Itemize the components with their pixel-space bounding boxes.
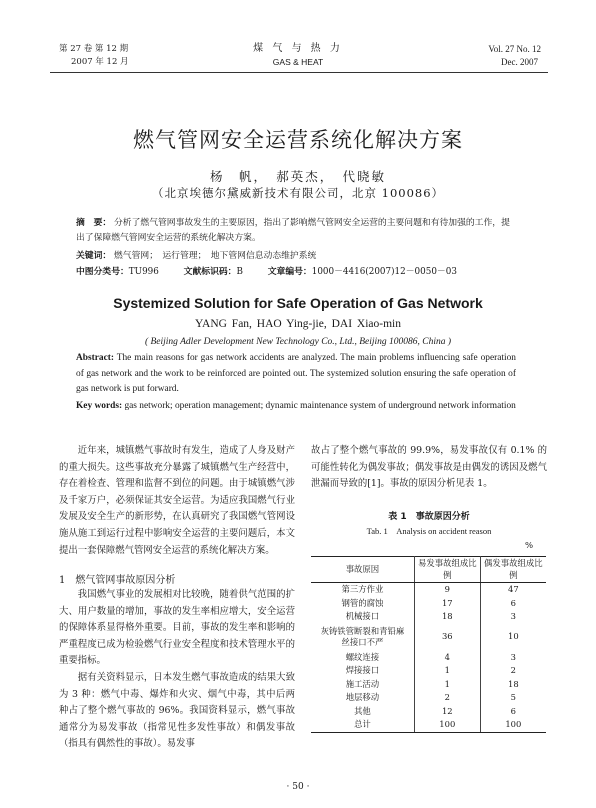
right-column-paragraph: 故占了整个燃气事故的 99.9%，易发事故仅有 0.1% 的可能性转化为偶发事故；偶发事故是由偶发的诱因及燃气泄漏而导致的[1]。事故的原因分析见表 1。	[311, 445, 547, 490]
table-row	[311, 705, 546, 719]
table-cell: 地层移动	[311, 691, 414, 705]
volume-issue-cn: 第 27 卷 第 12 期	[59, 44, 129, 54]
table-row	[311, 718, 546, 732]
table-cell: 47	[480, 583, 546, 597]
table-caption-cn-text: 表 1 事故原因分析	[388, 512, 470, 522]
keywords-label-cn: 关键词：	[76, 251, 112, 261]
classification-line	[76, 265, 536, 280]
table-cell: 1	[414, 678, 480, 692]
table-row	[311, 583, 546, 597]
keywords-label-en: Key words:	[76, 401, 123, 411]
authors-en: YANG Fan, HAO Ying-jie, DAI Xiao-min	[194, 318, 401, 330]
table-cell: 18	[414, 610, 480, 624]
table-cell: 6	[480, 705, 546, 719]
table-cell: 总计	[311, 718, 414, 732]
table-cell: 3	[480, 610, 546, 624]
date-cn: 2007 年 12 月	[71, 57, 129, 67]
table-row	[311, 651, 546, 665]
table-cell: 螺纹连接	[311, 651, 414, 665]
paper-title-en: Systemized Solution for Safe Operation of Gas Network	[113, 295, 483, 311]
abstract-cn	[76, 216, 516, 246]
volume-issue-en: Vol. 27 No. 12	[488, 44, 541, 54]
table-cell: 灰铸铁管断裂和青铅麻丝接口不严	[311, 624, 414, 651]
date-en: Dec. 2007	[501, 57, 538, 67]
table-cell: 焊接接口	[311, 664, 414, 678]
abstract-text-en: The main reasons for gas network accidents are analyzed. The main problems influencing safe operation of gas network and the work to be reinforced are pointed out. The systemized solution ensuring the safe operation of gas network is put forward.	[76, 353, 516, 394]
table-header-cell: 事故原因	[311, 557, 414, 583]
table-cell: 2	[414, 691, 480, 705]
table-cell: 第三方作业	[311, 583, 414, 597]
table-row	[311, 597, 546, 611]
section-heading-1: 1 燃气管网事故原因分析	[59, 575, 176, 586]
table-caption-en: Tab. 1 Analysis on accident reason	[366, 526, 492, 536]
table-cell: 施工活动	[311, 678, 414, 692]
table-cell: 1	[414, 664, 480, 678]
clc-label: 中图分类号：	[76, 267, 129, 277]
table-cell: 4	[414, 651, 480, 665]
clc-value: TU996	[128, 267, 159, 277]
table-cell: 其他	[311, 705, 414, 719]
table-cell: 9	[414, 583, 480, 597]
table-row	[311, 664, 546, 678]
table-cell: 12	[414, 705, 480, 719]
header-rule	[50, 72, 548, 73]
table-cell: 17	[414, 597, 480, 611]
table-cell: 机械接口	[311, 610, 414, 624]
table-row	[311, 610, 546, 624]
keywords-cn	[76, 249, 516, 264]
table-cell: 钢管的腐蚀	[311, 597, 414, 611]
table-caption-cn	[311, 509, 547, 522]
table-row	[311, 624, 546, 651]
table-row	[311, 691, 546, 705]
paper-title-cn: 燃气管网安全运营系统化解决方案	[133, 128, 463, 152]
keywords-en	[76, 399, 516, 415]
abstract-label-en: Abstract:	[76, 353, 115, 363]
table-cell: 100	[414, 718, 480, 732]
section1-paragraph-2: 据有关资料显示，日本发生燃气事故造成的结果大致为 3 种：燃气中毒、爆炸和火灾、烟气中毒，其中后两种占了整个燃气事故的 96%。我国资料显示，燃气事故通常分为易发事故（指常见性多发性事故）和偶发事故（指具有偶然性的事故）。易发事	[59, 672, 295, 750]
abstract-en	[76, 351, 516, 398]
authors-cn: 杨 帆， 郝英杰， 代晓敏	[209, 169, 386, 184]
section1-paragraph-1: 我国燃气事业的发展相对比较晚，随着供气范围的扩大、用户数量的增加，事故的发生率相应增大，安全运营的保障体系显得格外重要。目前，事故的发生率和影响的严重程度已成为检验燃气行业安全程度和技术管理水平的重要指标。	[59, 589, 295, 667]
affiliation-cn: （北京埃德尔黛威新技术有限公司，北京 100086）	[151, 186, 445, 200]
accident-reason-table	[311, 556, 546, 733]
article-no-value: 1000－4416(2007)12－0050－03	[311, 267, 457, 277]
journal-name-en: GAS & HEAT	[272, 57, 324, 67]
journal-name-cn: 煤 气 与 热 力	[253, 43, 343, 54]
table-header-cell: 易发事故组成比例	[414, 557, 480, 583]
keywords-text-cn: 燃气管网； 运行管理； 地下管网信息动态维护系统	[114, 251, 317, 261]
affiliation-en: ( Beijing Adler Development New Technology Co., Ltd., Beijing 100086, China )	[144, 337, 452, 347]
table-row	[311, 678, 546, 692]
table-header-cell: 偶发事故组成比例	[480, 557, 546, 583]
table-cell: 2	[480, 664, 546, 678]
doc-code-value: B	[236, 267, 243, 277]
doc-code-label: 文献标识码：	[183, 267, 237, 277]
table-unit: %	[525, 541, 534, 551]
table-cell: 10	[480, 624, 546, 651]
table-cell: 36	[414, 624, 480, 651]
table-cell: 6	[480, 597, 546, 611]
table-cell: 3	[480, 651, 546, 665]
table-header-row	[311, 557, 546, 583]
table-cell: 18	[480, 678, 546, 692]
table-cell: 100	[480, 718, 546, 732]
table-cell: 5	[480, 691, 546, 705]
article-no-label: 文章编号：	[267, 267, 312, 277]
abstract-label-cn: 摘 要：	[76, 218, 112, 228]
abstract-text-cn: 分析了燃气管网事故发生的主要原因，指出了影响燃气管网安全运营的主要问题和有待加强的工作，提出了保障燃气管网安全运营的系统化解决方案。	[76, 218, 510, 243]
intro-paragraph: 近年来，城镇燃气事故时有发生，造成了人身及财产的重大损失。这些事故充分暴露了城镇燃气生产经营中，存在着检查、管理和监督不到位的问题。由于城镇燃气涉及千家万户，必须保证其安全运营。为适应我国燃气行业发展及安全生产的新形势，在认真研究了我国燃气管网设施从施工到运行过程中影响安全运营的主要问题后，本文提出一套保障燃气管网安全运营的系统化解决方案。	[59, 445, 295, 556]
page-number: · 50 ·	[286, 782, 310, 792]
keywords-text-en: gas network; operation management; dynamic maintenance system of underground network information	[124, 401, 516, 411]
